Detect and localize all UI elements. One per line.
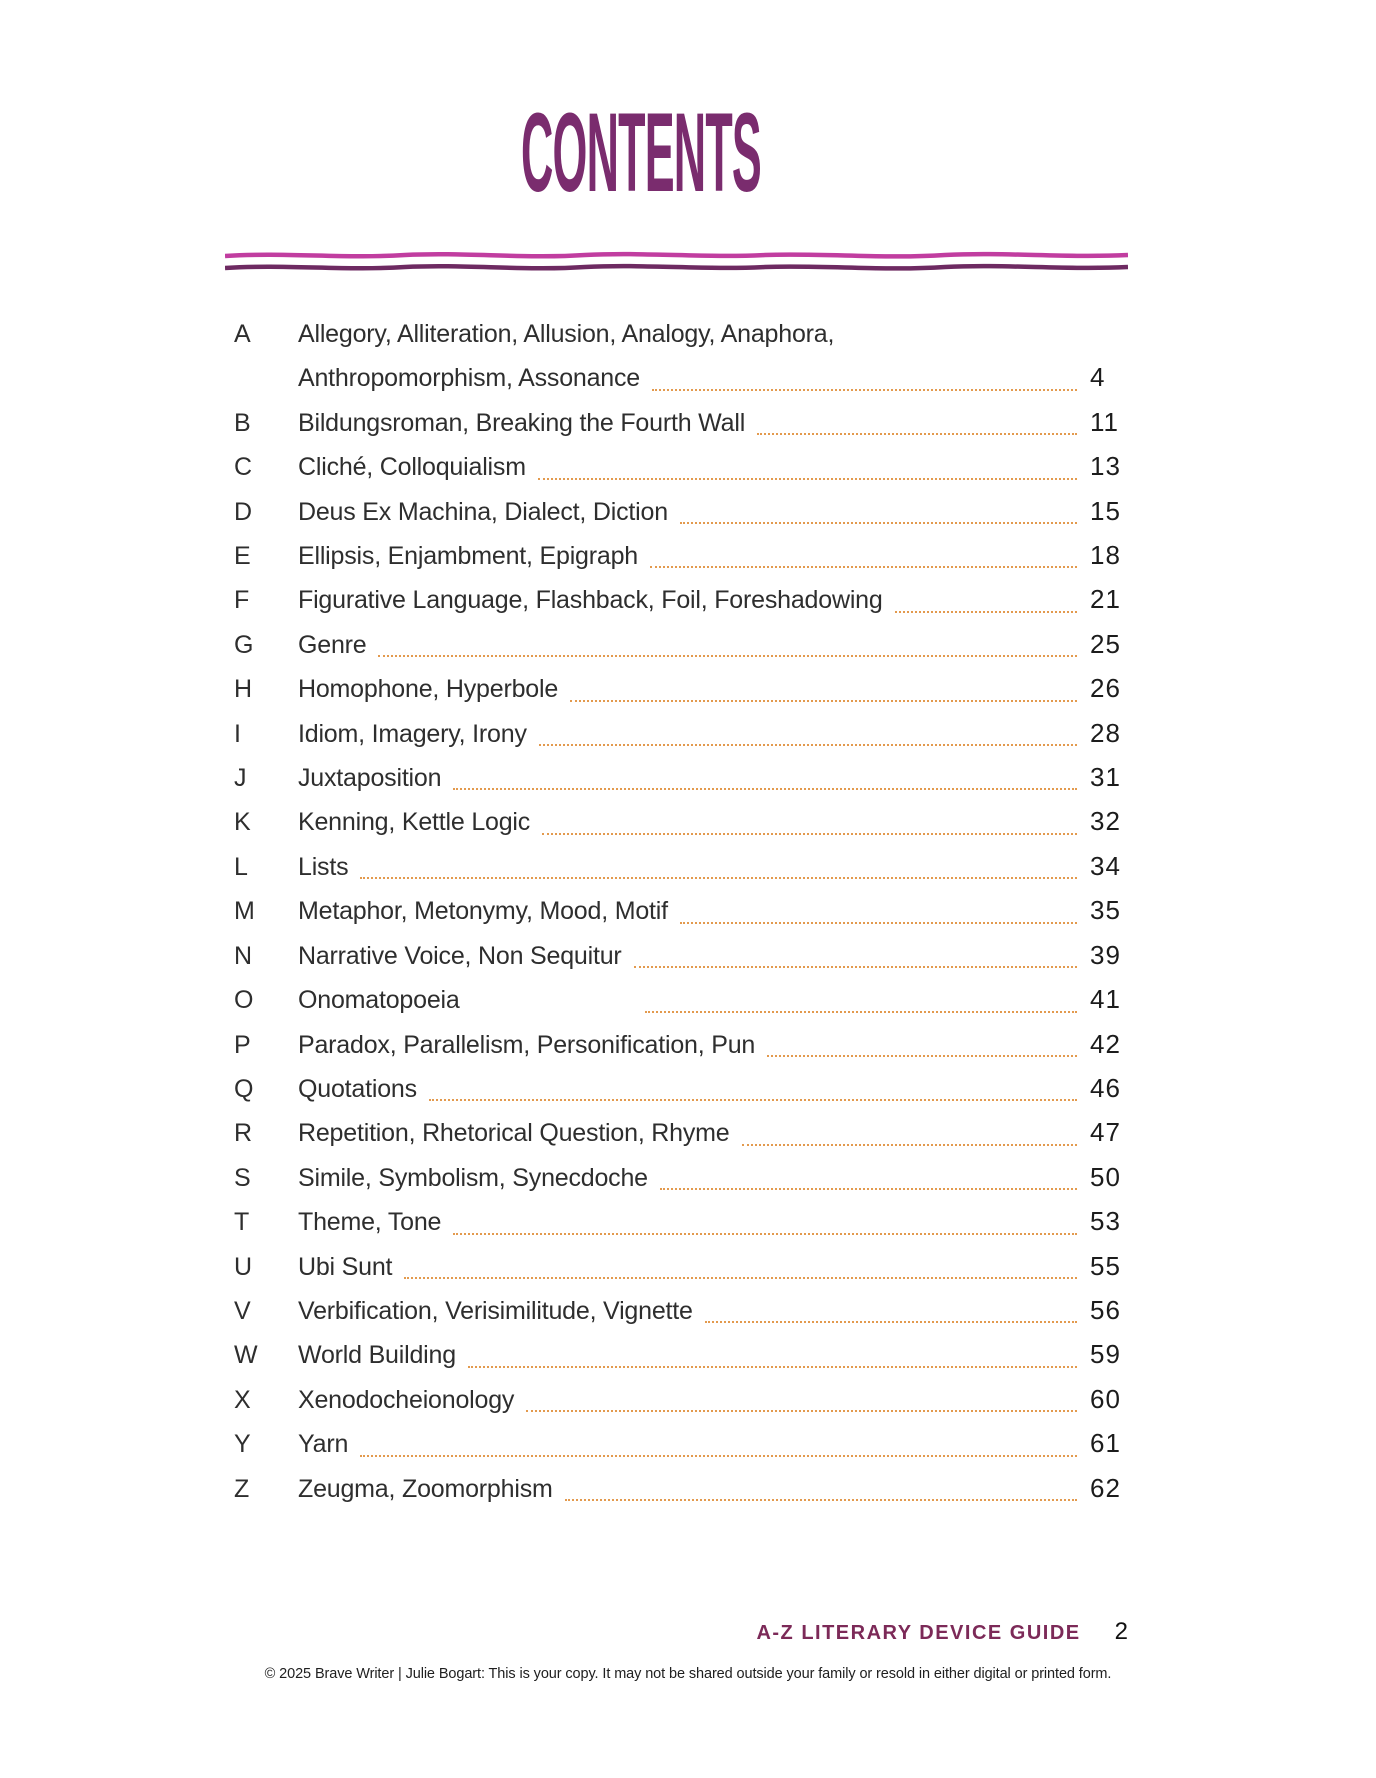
toc-line [225, 356, 1128, 400]
toc-page-number: 15 [1090, 495, 1121, 526]
dotted-leader [538, 445, 1077, 479]
toc-row [225, 401, 1128, 445]
toc-entry-text: Zeugma, Zoomorphism [298, 1474, 553, 1503]
toc-line [225, 1333, 1128, 1377]
toc-line [225, 1200, 1128, 1244]
toc-row [225, 800, 1128, 844]
toc-entry-text: Anthropomorphism, Assonance [298, 364, 641, 393]
toc-row [225, 578, 1128, 622]
toc-row [225, 1156, 1128, 1200]
toc-letter: J [234, 764, 247, 793]
dotted-leader [565, 1467, 1077, 1501]
toc-entry-text: World Building [298, 1341, 456, 1370]
toc-letter: Q [234, 1074, 254, 1103]
toc-line [225, 1023, 1128, 1067]
toc-letter: B [234, 408, 251, 437]
toc-entry-text: Repetition, Rhetorical Question, Rhyme [298, 1119, 730, 1148]
toc-entry-text: Figurative Language, Flashback, Foil, Foreshadowing [298, 586, 883, 615]
toc-page-number: 4 [1090, 362, 1106, 393]
dotted-leader [895, 578, 1077, 612]
toc-entry-text: Idiom, Imagery, Irony [298, 719, 527, 748]
toc-page-number: 25 [1090, 628, 1121, 659]
toc-letter: V [234, 1296, 251, 1325]
toc-letter: Z [234, 1474, 250, 1503]
toc-row [225, 667, 1128, 711]
toc-entry-text: Allegory, Alliteration, Allusion, Analogy, Anaphora, [298, 320, 835, 348]
dotted-leader [539, 712, 1077, 746]
toc-entry-text: Onomatopoeia [298, 986, 460, 1015]
toc-page-number: 60 [1090, 1383, 1121, 1414]
dotted-leader [453, 756, 1077, 790]
dotted-leader [404, 1245, 1077, 1279]
footer-book-title: A-Z LITERARY DEVICE GUIDE [756, 1622, 1081, 1644]
toc-row [225, 889, 1128, 933]
toc-row [225, 623, 1128, 667]
toc-letter: C [234, 453, 253, 482]
toc-line [225, 712, 1128, 756]
toc-entry-text: Paradox, Parallelism, Personification, Pun [298, 1030, 756, 1059]
toc-page-number: 18 [1090, 540, 1121, 571]
toc-entry-text: Juxtaposition [298, 764, 442, 793]
toc-line [225, 800, 1128, 844]
toc-letter: F [234, 586, 250, 615]
toc-line [225, 1467, 1128, 1511]
toc-letter: E [234, 542, 251, 571]
toc-page-number: 53 [1090, 1206, 1121, 1237]
toc-page-number: 31 [1090, 762, 1121, 793]
rule-bottom-line [225, 266, 1128, 268]
dotted-leader [570, 667, 1077, 701]
toc-page-number: 55 [1090, 1250, 1121, 1281]
toc-line [225, 1111, 1128, 1155]
toc-line [225, 1245, 1128, 1289]
toc-entry-text: Ubi Sunt [298, 1252, 393, 1281]
toc-row [225, 712, 1128, 756]
dotted-leader [429, 1067, 1077, 1101]
toc-line [225, 1378, 1128, 1422]
toc-page-number: 50 [1090, 1161, 1121, 1192]
toc-letter: G [234, 630, 254, 659]
toc-page-number: 39 [1090, 939, 1121, 970]
copyright-notice: © 2025 Brave Writer | Julie Bogart: This is your copy. It may not be shared outside your family or resold in either digital or printed form. [264, 1666, 1112, 1682]
dotted-leader [652, 356, 1077, 390]
page-title: CONTENTS [521, 90, 761, 215]
dotted-leader [660, 1156, 1077, 1190]
dotted-leader [542, 800, 1077, 834]
toc-letter: R [234, 1119, 253, 1148]
dotted-leader [634, 934, 1077, 968]
dotted-leader [378, 623, 1077, 657]
dotted-leader [526, 1378, 1077, 1412]
toc-line [225, 889, 1128, 933]
toc-row [225, 756, 1128, 800]
toc-line [225, 1156, 1128, 1200]
toc-row [225, 845, 1128, 889]
toc-line [225, 445, 1128, 489]
toc-entry-text: Metaphor, Metonymy, Mood, Motif [298, 897, 668, 926]
toc-page-number: 21 [1090, 584, 1121, 615]
footer-page-number: 2 [1114, 1618, 1128, 1645]
toc-entry-text: Theme, Tone [298, 1208, 442, 1237]
toc-line [225, 534, 1128, 578]
dotted-leader [757, 401, 1077, 435]
toc-entry-text: Cliché, Colloquialism [298, 453, 526, 482]
toc-entry-text: Lists [298, 852, 349, 881]
toc-row [225, 978, 1128, 1022]
toc-letter: S [234, 1163, 251, 1192]
toc-letter: H [234, 675, 253, 704]
toc-entry-text: Homophone, Hyperbole [298, 675, 559, 704]
toc-page-number: 41 [1090, 984, 1121, 1015]
toc-letter: I [234, 719, 241, 748]
toc-entry-text: Narrative Voice, Non Sequitur [298, 941, 622, 970]
toc-row [225, 1067, 1128, 1111]
toc-page-number: 34 [1090, 850, 1121, 881]
toc-row [225, 313, 1128, 401]
toc-line [225, 845, 1128, 889]
toc-letter: K [234, 808, 251, 837]
toc-letter: L [234, 852, 248, 881]
toc-letter: T [234, 1208, 250, 1237]
toc-entry-text: Genre [298, 630, 367, 659]
toc-entry-text: Quotations [298, 1074, 417, 1103]
page-footer [756, 1618, 1128, 1646]
toc-entry-text: Ellipsis, Enjambment, Epigraph [298, 542, 638, 571]
dotted-leader [742, 1111, 1078, 1145]
toc-entry-text: Yarn [298, 1430, 349, 1459]
toc-row [225, 1200, 1128, 1244]
toc-line [225, 578, 1128, 622]
dotted-leader [360, 845, 1077, 879]
toc-page-number: 59 [1090, 1339, 1121, 1370]
toc-letter: Y [234, 1430, 251, 1459]
dotted-leader [453, 1200, 1077, 1234]
toc-line [225, 401, 1128, 445]
toc-entry-text: Simile, Symbolism, Synecdoche [298, 1163, 648, 1192]
rule-top-line [225, 254, 1128, 256]
toc-page-number: 28 [1090, 717, 1121, 748]
toc-letter: A [234, 320, 251, 348]
toc-line [225, 1422, 1128, 1466]
toc-page-number: 11 [1090, 406, 1119, 437]
toc-row [225, 490, 1128, 534]
toc-line [225, 1067, 1128, 1111]
toc-letter: P [234, 1030, 251, 1059]
toc-line [225, 934, 1128, 978]
dotted-leader [360, 1422, 1077, 1456]
toc-row [225, 534, 1128, 578]
dotted-leader [680, 490, 1077, 524]
toc-row [225, 1378, 1128, 1422]
toc-page-number: 61 [1090, 1428, 1121, 1459]
toc-letter: D [234, 497, 253, 526]
toc-page-number: 32 [1090, 806, 1121, 837]
toc-line [225, 1289, 1128, 1333]
page-title-wrap [0, 90, 1329, 215]
toc-page-number: 62 [1090, 1472, 1121, 1503]
toc-line [225, 313, 1128, 356]
dotted-leader [767, 1023, 1077, 1057]
toc-letter: U [234, 1252, 253, 1281]
toc-page-number: 26 [1090, 673, 1121, 704]
dotted-leader [650, 534, 1077, 568]
toc-line [225, 490, 1128, 534]
toc-page-number: 56 [1090, 1294, 1121, 1325]
toc-line [225, 978, 1128, 1022]
toc-row [225, 1111, 1128, 1155]
toc-letter: X [234, 1385, 251, 1414]
decorative-double-rule [225, 250, 1128, 276]
toc-line [225, 756, 1128, 800]
toc-line [225, 623, 1128, 667]
dotted-leader [705, 1289, 1077, 1323]
table-of-contents [225, 313, 1128, 1511]
dotted-leader [645, 978, 1077, 1012]
toc-page-number: 46 [1090, 1072, 1121, 1103]
toc-row [225, 1245, 1128, 1289]
toc-row [225, 445, 1128, 489]
toc-page-number: 47 [1090, 1117, 1121, 1148]
toc-row [225, 1289, 1128, 1333]
toc-row [225, 1023, 1128, 1067]
toc-entry-text: Verbification, Verisimilitude, Vignette [298, 1296, 693, 1325]
toc-entry-text: Xenodocheionology [298, 1385, 515, 1414]
dotted-leader [468, 1333, 1077, 1367]
toc-row [225, 1467, 1128, 1511]
toc-page-number: 42 [1090, 1028, 1121, 1059]
toc-letter: N [234, 941, 253, 970]
toc-letter: M [234, 897, 255, 926]
toc-letter: O [234, 986, 254, 1015]
toc-line [225, 667, 1128, 711]
toc-entry-text: Bildungsroman, Breaking the Fourth Wall [298, 408, 746, 437]
toc-entry-text: Kenning, Kettle Logic [298, 808, 531, 837]
dotted-leader [680, 889, 1077, 923]
toc-row [225, 1422, 1128, 1466]
toc-row [225, 1333, 1128, 1377]
toc-row [225, 934, 1128, 978]
toc-page-number: 35 [1090, 895, 1121, 926]
toc-entry-text: Deus Ex Machina, Dialect, Diction [298, 497, 668, 526]
toc-letter: W [234, 1341, 258, 1370]
toc-page-number: 13 [1090, 451, 1121, 482]
